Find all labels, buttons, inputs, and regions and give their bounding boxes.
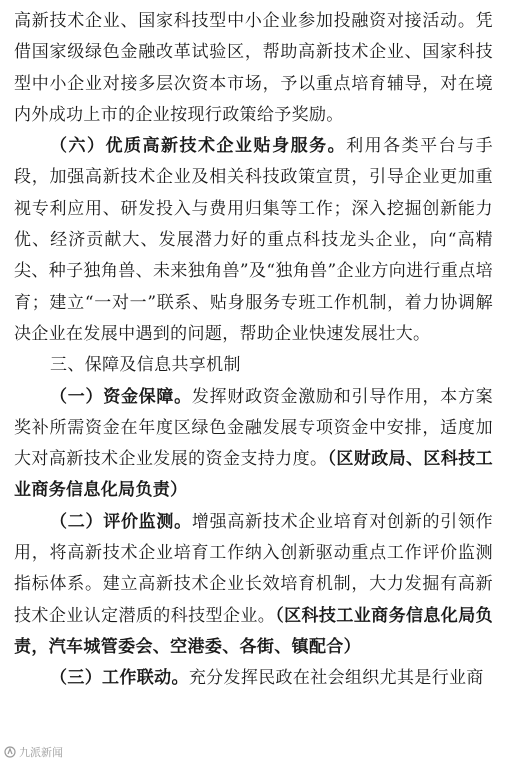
- watermark: [4, 744, 63, 760]
- section-title-service: （六）优质高新技术企业贴身服务。: [50, 136, 347, 157]
- watermark-text: 九派新闻: [19, 746, 63, 759]
- section-title-linkage: （三）工作联动。: [50, 668, 189, 689]
- section-title-funding: （一）资金保障。: [50, 386, 192, 407]
- responsibility-note: （区财政局、区科技工业商务信息化局负责）: [14, 449, 493, 501]
- paragraph-service: [14, 131, 493, 350]
- paragraph-financing: [14, 6, 493, 131]
- paragraph-text: 高新技术企业、国家科技型中小企业参加投融资对接活动。凭借国家级绿色金融改革试验区，帮助高新技术企业、国家科技型中小企业对接多层次资本市场，予以重点培育辅导，对在境内外成功上市的企业按现行政策给予奖励。: [14, 11, 493, 125]
- responsibility-note: （区科技工业商务信息化局负责，汽车城管委会、空港委、各街、镇配合）: [14, 605, 493, 657]
- section-heading: 三、保障及信息共享机制: [50, 355, 241, 376]
- section-title-evaluation: （二）评价监测。: [50, 511, 192, 532]
- paragraph-text: 发挥财政资金激励和引导作用，本方案奖补所需资金在年度区绿色金融发展专项资金中安排，适度加大对高新技术企业发展的资金支持力度。: [14, 386, 493, 470]
- watermark-logo-icon: [4, 746, 16, 758]
- paragraph-text: 增强高新技术企业培育对创新的引领作用，将高新技术企业培育工作纳入创新驱动重点工作评价监测指标体系。建立高新技术企业长效培育机制，大力发掘有高新技术企业认定潜质的科技型企业。: [14, 511, 493, 626]
- paragraph-linkage: [14, 663, 493, 694]
- paragraph-text: 利用各类平台与手段，加强高新技术企业及相关科技政策宣贯，引导企业更加重视专利应用、研发投入与费用归集等工作；深入挖掘创新能力优、经济贡献大、发展潜力好的重点科技龙头企业，向“高精尖、种子独角兽、未来独角兽”及“独角兽”企业方向进行重点培育；建立“一对一”联系、贴身服务专班工作机制，着力协调解决企业在发展中遇到的问题，帮助企业快速发展壮大。: [14, 136, 493, 344]
- paragraph-funding: [14, 382, 493, 507]
- paragraph-text: 充分发挥民政在社会组织尤其是行业商: [188, 668, 484, 689]
- paragraph-evaluation: [14, 507, 493, 663]
